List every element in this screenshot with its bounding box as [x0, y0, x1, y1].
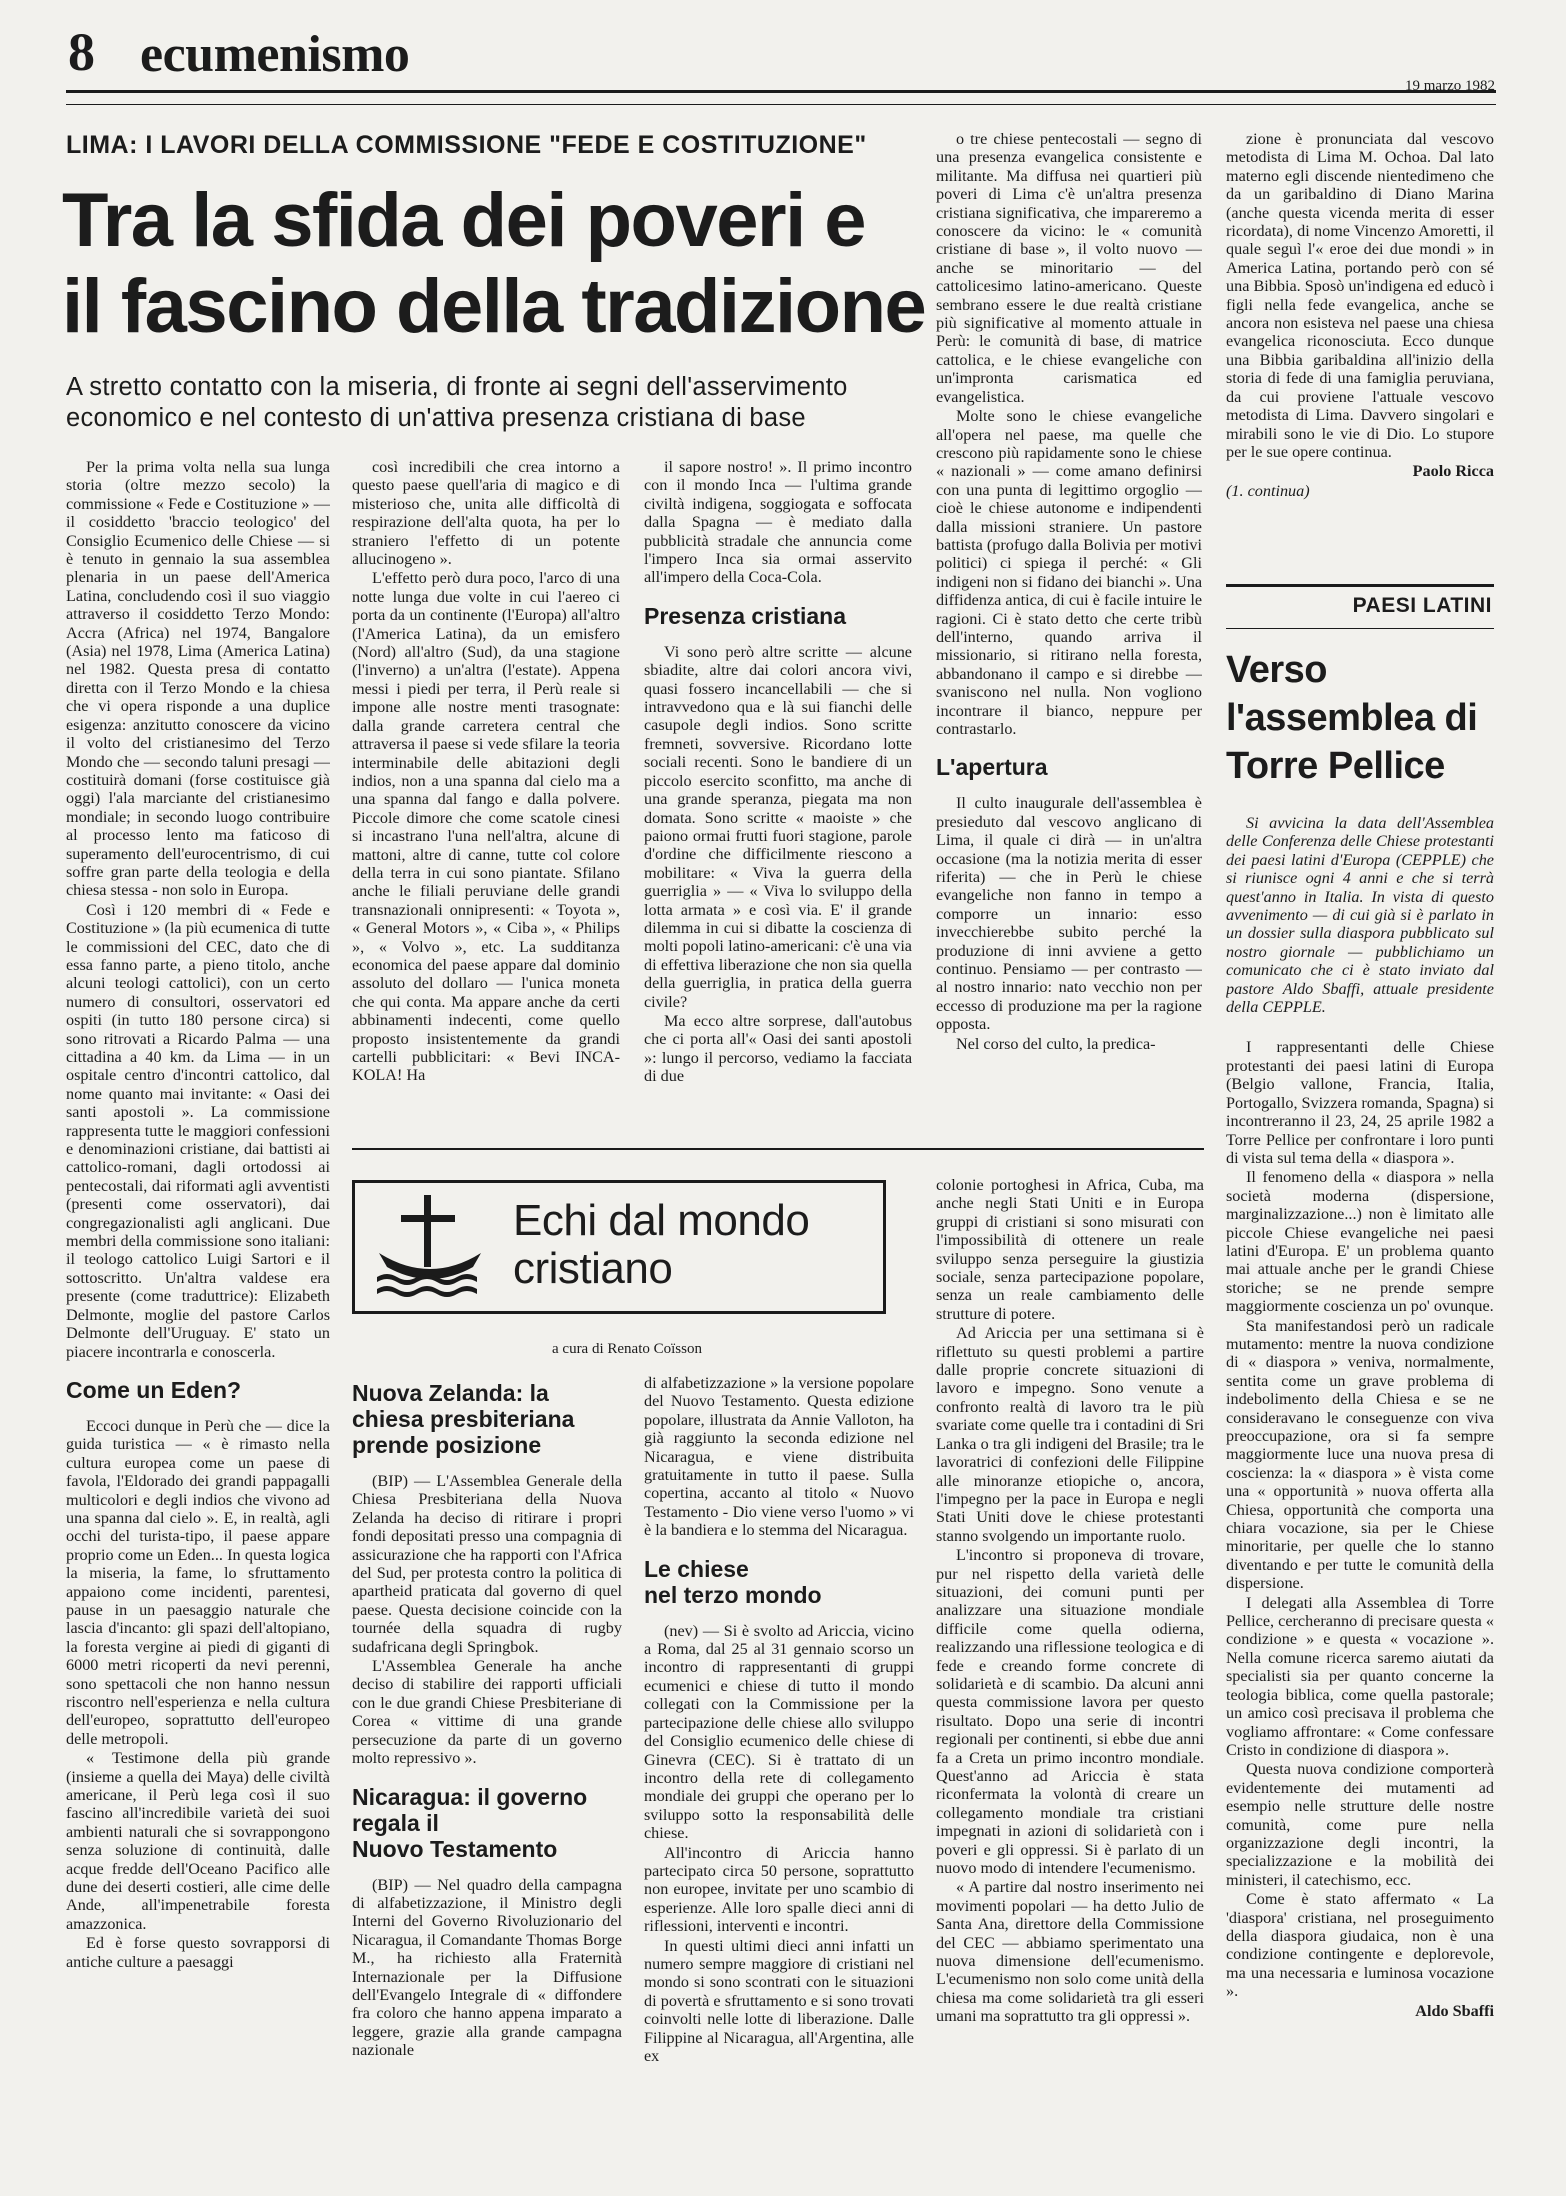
continua-note: (1. continua)	[1226, 481, 1310, 500]
sidebar-intro: Si avvicina la data dell'Assemblea delle Conferenza delle Chiese protestanti dei paesi latini d'Europa (CEPPLE) che si riunisce ogni 4 anni e che si terrà quest'anno in Italia. In vista di questo avvenimento — di cui già si è parlato in un dossier sulla diaspora pubblicato sul nostro giornale — pubblichiamo un comunicato che ci è stato inviato dal pastore Aldo Sbaffi, attuale presidente della CEPPLE.	[1226, 814, 1494, 1017]
subhead-come-un-eden: Come un Eden?	[66, 1376, 242, 1403]
sidebar-headline-2: l'assemblea di	[1226, 697, 1478, 739]
nz-headline-2: chiesa presbiteriana	[352, 1406, 575, 1432]
echi-title-2: cristiano	[513, 1244, 673, 1293]
masthead-rule-thin	[66, 104, 1496, 105]
paragraph: In questi ultimi dieci anni infatti un numero sempre maggiore di cristiani nel mondo si sono scontrati con le situazioni di povertà e sfruttamento e si sono trovati coinvolti nelle lotte di liberazione. Dalle Filippine al Nicaragua, all'Argentina, alle ex	[644, 1936, 914, 2065]
nic-headline-2: regala il	[352, 1809, 439, 1836]
echi-title-1: Echi dal mondo	[513, 1196, 810, 1245]
subhead-nuova-zelanda	[352, 1380, 622, 1458]
subhead-presenza-cristiana: Presenza cristiana	[644, 602, 847, 629]
paragraph: I delegati alla Assemblea di Torre Pellice, cercheranno di precisare questa « condizione » e questa « vocazione ». Nella comune ricerca saremo aiutati da specialisti sia per quanto concerne la teologia biblica, come quella pastorale; un amico così precisava il problema che vogliamo affrontare: « Come confessare Cristo in condizione di diaspora ».	[1226, 1593, 1494, 1759]
nic-headline-1: Nicaragua: il governo	[352, 1783, 588, 1810]
boat-cross-icon	[371, 1191, 489, 1301]
deck-line-2: economico e nel contesto di un'attiva presenza cristiana di base	[66, 404, 806, 432]
sidebar-top-rule	[1226, 584, 1494, 587]
tm-headline-2: nel terzo mondo	[644, 1581, 822, 1608]
headline-line-2: il fascino della tradizione	[62, 264, 926, 349]
sidebar-kicker-rule	[1226, 628, 1494, 629]
echi-title	[513, 1197, 809, 1293]
paragraph: Il fenomeno della « diaspora » nella società moderna (dispersione, marginalizzazione...) non è limitato alle piccole Chiese evangeliche nei paesi latini d'Europa. E' un problema quanto mai attuale anche per le grandi Chiese storiche; se ne prende sempre maggiormente coscienza un po' ovunque.	[1226, 1168, 1494, 1316]
article-kicker: LIMA: I LAVORI DELLA COMMISSIONE "FEDE E COSTITUZIONE"	[66, 131, 867, 159]
main-column-1	[66, 458, 330, 2178]
main-column-5	[1226, 130, 1494, 550]
paragraph: Sta manifestandosi però un radicale mutamento: mentre la nuova condizione di « diaspora » veniva, normalmente, sentita come un grave problema di indebolimento della Chiesa e se ne consideravano le conseguenze con viva preoccupazione, ora si fa sempre maggiormente luce una nuova presa di coscienza: la « diaspora » è vista come una « opportunità » nuova offerta alla Chiesa, opportunità che comporta una chiara vocazione, sia per le Chiese minoritarie, per quelle che lo stanno diventando e per tutte le comunità della dispersione.	[1226, 1316, 1494, 1593]
paragraph: il sapore nostro! ». Il primo incontro con il mondo Inca — l'ultima grande civiltà indigena, soggiogata e soffocata dalla Spagna — è mediato dalla pubblicità stradale che annuncia come l'impero Inca sia ormai asservito all'impero della Coca-Cola.	[644, 458, 912, 587]
paragraph: Ad Ariccia per una settimana si è riflettuto su questi problemi a partire dalle proprie concrete situazioni di lavoro e impegno. Sono venute a confronto realtà di lavoro tra le più svariate come quelle tra i contadini di Sri Lanka o tra gli indigeni del Brasile; tra le lavoratrici di confezioni delle Filippine alle minoranze etiopiche o, ancora, l'impegno per la pace in Europa e negli Stati Uniti dove le chiese protestanti stanno svolgendo un importante ruolo.	[936, 1324, 1204, 1545]
issue-date: 19 marzo 1982	[1405, 78, 1495, 94]
echi-top-rule	[352, 1148, 1204, 1150]
main-column-4	[936, 130, 1202, 1130]
paragraph: così incredibili che crea intorno a questo paese quell'aria di magico e di misterioso che, unita alle difficoltà di respirazione dell'alta quota, ha per lo straniero l'effetto di un potente allucinogeno ».	[352, 458, 620, 569]
echi-column-a	[352, 1374, 622, 2178]
paragraph: L'Assemblea Generale ha anche deciso di stabilire dei rapporti ufficiali con le due grandi Chiese Presbiteriane di Corea « vittime di una grande persecuzione da parte di un governo molto repressivo ».	[352, 1657, 622, 1768]
sidebar-headline-1: Verso	[1226, 649, 1328, 691]
nz-headline-1: Nuova Zelanda: la	[352, 1380, 549, 1406]
paragraph: (nev) — Si è svolto ad Ariccia, vicino a Roma, dal 25 al 31 gennaio scorso un incontro di rappresentanti di gruppi ecumenici e chiese di tutto il mondo collegati con la Commissione per la partecipazione delle chiese allo sviluppo del Consiglio ecumenico delle chiese di Ginevra (CEC). Si è trattato di un incontro della rete di collegamento mondiale dei gruppi che operano per lo sviluppo sotto la responsabilità delle chiese.	[644, 1621, 914, 1843]
echi-banner	[352, 1180, 886, 1314]
paragraph: I rappresentanti delle Chiese protestanti dei paesi latini di Europa (Belgio vallone, Francia, Italia, Portogallo, Svizzera romanda, Spagna) si incontreranno il 23, 24, 25 aprile 1982 a Torre Pellice per confrontare i loro punti di vista sul tema della « diaspora ».	[1226, 1038, 1494, 1167]
paragraph: Il culto inaugurale dell'assemblea è presieduto dal vescovo anglicano di Lima, il quale ci dirà — in un'altra occasione (ma la notizia merita di esser riferita) — che in Perù le chiese evangeliche non fanno in tempo a comporre un innario: esso invecchierebbe subito perché la produzione di inni avviene a getto continuo. Pensiamo — per contrasto — al nostro innario: nato vecchio non per eccesso di produzione ma per la ragione opposta.	[936, 794, 1202, 1034]
page-number: 8	[68, 22, 95, 82]
paragraph: Così i 120 membri di « Fede e Costituzione » (la più ecumenica di tutte le commissioni del CEC, dato che di essa fanno parte, a pieno titolo, anche alcuni teologi cattolici), con un certo numero di consultori, osservatori ed ospiti (in tutto 180 persone circa) si sono ritrovati a Ricardo Palma — una cittadina a 40 km. da Lima — in un ospitale centro d'incontri cattolico, dal nome quanto mai invitante: « Oasi dei santi apostoli ». La commissione rappresenta tutte le maggiori confessioni e denominazioni cristiane, dai battisti ai cattolico-romani, dagli ortodossi ai pentecostali, dai riformati agli avventisti (presenti come osservatori), dai congregazionalisti agli anglicani. Due membri della commissione sono italiani: il teologo cattolico Luigi Sartori e il sottoscritto. Un'altra valdese era presente (come traduttrice): Elizabeth Delmonte, moglie del pastore Carlos Delmonte dell'Uruguay. E' stato un piacere incontrarla e conoscerla.	[66, 900, 330, 1361]
deck-line-1: A stretto contatto con la miseria, di fronte ai segni dell'asservimento	[66, 373, 848, 401]
nz-headline-3: prende posizione	[352, 1432, 542, 1458]
main-column-3	[644, 458, 912, 1130]
tm-headline-1: Le chiese	[644, 1555, 749, 1582]
paragraph: L'effetto però dura poco, l'arco di una notte lunga due volte in cui l'aereo ci porta da un continente (l'Europa) all'altro (l'America Latina), da un emisfero (Nord) all'altro (Sud), da una stagione (l'inverno) a un'altra (l'estate). Appena messi i piedi per terra, il Perù reale si impone alle nostre menti trasognate: dalla grande carretera central che attraversa il paese si vede sfilare la teoria interminabile delle abitazioni degli indios, non a una spanna dal cielo ma a una spanna dal fango e dalla polvere. Piccole dimore che come scatole cinesi si incastrano l'una nell'altra, alcune di mattoni, altre di canne, tutte col colore della terra in cui sono piantate. Sfilano anche le filiali peruviane delle grandi transnazionali onnipresenti: « Toyota », « General Motors », « Ciba », « Philips », « Volvo », etc. La sudditanza economica del paese appare dal dominio assoluto del dollaro — l'unica moneta che qui conta. Ma appare anche da certi abbinamenti indecenti, come quello proposto insistentemente da grandi cartelli pubblicitari: « Bevi INCA-KOLA! Ha	[352, 569, 620, 1085]
subhead-apertura: L'apertura	[936, 754, 1048, 781]
echi-curator: a cura di Renato Coïsson	[552, 1341, 702, 1357]
article-headline	[62, 178, 925, 350]
paragraph: o tre chiese pentecostali — segno di una presenza evangelica consistente e militante. Ma diffusa nei quartieri più poveri di Lima c'è un'altra presenza cristiana significativa, che impareremo a conoscere da vicino: le « comunità cristiane di base », il volto nuovo — anche se minoritario — del cattolicesimo latino-americano. Queste sembrano essere le due realtà cristiane più significative al momento attuale in Perù: le comunità di base, di matrice cattolica, e le chiese evangeliche con un'impronta carismatica ed evangelistica.	[936, 130, 1202, 406]
paragraph: Ed è forse questo sovrapporsi di antiche culture a paesaggi	[66, 1934, 330, 1971]
paragraph: Questa nuova condizione comporterà evidentemente dei mutamenti ad esempio nelle strutture delle nostre comunità, come pure nella organizzazione degli incontri, la specializzazione e la mobilità dei ministeri, il catechismo, ecc.	[1226, 1760, 1494, 1889]
echi-column-c	[936, 1176, 1204, 2178]
subhead-terzo-mondo	[644, 1556, 914, 1608]
paragraph: Nel corso del culto, la predica-	[956, 1034, 1156, 1053]
paragraph: L'incontro si proponeva di trovare, pur nel rispetto della varietà delle situazioni, dei comuni punti per analizzare una situazione mondiale difficile come quella odierna, realizzando una riflessione teologica e di fede e creando forme concrete di solidarietà e di scambio. Da alcuni anni questa commissione lavora per questo risultato. Dopo una serie di incontri regionali per continenti, si ebbe due anni fa a Creta un primo incontro mondiale. Quest'anno ad Ariccia è stata riconfermata la volontà di creare un collegamento mondiale tra cristiani impegnati in azioni di solidarietà con i poveri e gli oppressi. Si è parlato di un nuovo modo di intendere l'ecumenismo.	[936, 1546, 1204, 1878]
paragraph: Vi sono però altre scritte — alcune sbiadite, altre dai colori ancora vivi, quasi fossero incancellabili — che si intravvedono qua e là sui fianchi delle casupole degli indios. Sono scritte fremneti, sovversive. Ricordano lotte sociali recenti. Sono le bandiere di un piccolo esercito sconfitto, ma anche di una grande speranza, piegata ma non domata. Sono scritte « maoiste » che paiono ormai frutti fuori stagione, parole d'ordine che difficilmente riescono a mobilitare: « Viva la guerra della guerriglia » — « Viva lo sviluppo della lotta armata » e così via. E' il grande dilemma in cui si dibatte la coscienza di molti popoli latino-americani: c'è una via di effettiva liberazione che non sia quella della guerriglia, in pratica della guerra civile?	[644, 642, 912, 1011]
paragraph: « A partire dal nostro inserimento nei movimenti popolari — ha detto Julio de Santa Ana, direttore della Commissione del CEC — abbiamo sperimentato una nuova dimensione dell'ecumenismo. L'ecumenismo non solo come unità della chiesa ma come solidarietà tra gli esseri umani ma soprattutto tra gli oppressi ».	[936, 1878, 1204, 2026]
paragraph: Molte sono le chiese evangeliche all'opera nel paese, ma quelle che crescono più rapidamente sono le chiese « nazionali » — come amano definirsi con una punta di legittimo orgoglio — cioè le chiese autonome e indipendenti dalla missioni straniere. Un pastore battista (profugo dalla Bolivia per motivi politici) ci spiega il perché: « Gli indigeni non si fidano dei bianchi ». Una diffidenza antica, di cui è facile intuire le ragioni. Ci è stato detto che certe tribù dell'interno, quando arriva il missionario, si ritirano nella foresta, abbandonano il campo e si direbbe — svaniscono nel nulla. Non vogliono incontrare il bianco, neppure per contrastarlo.	[936, 407, 1202, 738]
paragraph: Ma ecco altre sorprese, dall'autobus che ci porta all'« Oasi dei santi apostoli »: lungo il percorso, vediamo la facciata di due	[644, 1011, 912, 1086]
sidebar-headline-3: Torre Pellice	[1226, 745, 1445, 787]
echi-column-b	[644, 1374, 914, 2178]
paragraph: All'incontro di Ariccia hanno partecipato circa 50 persone, soprattutto non europee, invitate per uno scambio di esperienze. Alle loro spalle dieci anni di riflessioni, interventi e incontri.	[644, 1843, 914, 1936]
paragraph: di alfabetizzazione » la versione popolare del Nuovo Testamento. Questa edizione popolare, illustrata da Annie Valloton, ha già raggiunto la seconda edizione nel Nicaragua, e viene distribuita gratuitamente in tutto il paese. Sulla copertina, accanto al titolo « Nuovo Testamento - Dio viene verso l'uomo » vi è la bandiera e lo stemma del Nicaragua.	[644, 1374, 914, 1540]
nic-headline-3: Nuovo Testamento	[352, 1835, 558, 1862]
headline-line-1: Tra la sfida dei poveri e	[62, 178, 866, 263]
paragraph: (BIP) — Nel quadro della campagna di alfabetizzazione, il Ministro degli Interni del Governo Rivoluzionario del Nicaragua, il Comandante Thomas Borge M., ha richiesto alla Fraternità Internazionale per la Diffusione dell'Evangelo Integrale di « diffondere fra coloro che hanno appena imparato a leggere, grazie alla grande campagna nazionale	[352, 1875, 622, 2060]
paragraph: zione è pronunciata dal vescovo metodista di Lima M. Ochoa. Dal lato materno egli discende nientedimeno che da un garibaldino di Diano Marina (anche questa vicenda merita di esser ricordata), di nome Vincenzo Amoretti, il quale seguì l'« eroe dei due mondi » in America Latina, portando però con sé una Bibbia. Sposò un'indigena ed educò i figli nella fede evangelica, anche se ancora non esisteva nel paese una chiesa evangelica riconosciuta. Ecco dunque una Bibbia garibaldina all'inizio della storia di fede di una famiglia peruviana, da cui proviene l'attuale vescovo metodista di Lima. Davvero singolari e mirabili sono le vie di Dio. Lo stupore per le sue opere continua.	[1226, 130, 1494, 461]
paragraph: (BIP) — L'Assemblea Generale della Chiesa Presbiteriana della Nuova Zelanda ha deciso di ritirare i propri fondi depositati presso una compagnia di assicurazione che ha rapporti con l'Africa del Sud, per protesta contro la politica di apartheid praticata dal governo di quel paese. Questa decisione coincide con la tournée della squadra di rugby sudafricana degli Springbok.	[352, 1472, 622, 1656]
main-column-2	[352, 458, 620, 1130]
paragraph: colonie portoghesi in Africa, Cuba, ma anche negli Stati Uniti e in Europa gruppi di cristiani si sono misurati con l'impossibilità di ottenere un reale sviluppo senza perseguire la giustizia sociale, senza partecipazione popolare, senza un reale cambiamento delle strutture di potere.	[936, 1176, 1204, 1323]
paragraph: Eccoci dunque in Perù che — dice la guida turistica — « è rimasto nella cultura europea come un paese di favola, l'Eldorado dei grandi pappagalli multicolori e degli indios che vivono ad una spanna dal cielo ». E, in realtà, agli occhi del turista-tipo, il paese appare proprio come un Eden... In questa logica la miseria, la fame, lo sfruttamento appaiono come incidenti, parentesi, pause in un paesaggio naturale che lascia d'incanto: gli spazi dell'altopiano, la foresta vergine ai piedi di giganti di 6000 metri ricoperti da nevi perenni, sono spettacoli che non hanno nessun riscontro nell'esperienza e nella cultura dell'europeo, soprattutto dell'europeo delle metropoli.	[66, 1416, 330, 1748]
paragraph: « Testimone della più grande (insieme a quella dei Maya) delle civiltà americane, il Perù lega così il suo fascino all'incredibile varietà dei suoi ambienti naturali che si sovrappongono senza soluzione di continuità, dalle acque fredde dell'Oceano Pacifico alle dune dei deserti costieri, alle cime delle Ande, all'impenetrabile foresta amazzonica.	[66, 1749, 330, 1933]
subhead-nicaragua	[352, 1784, 622, 1862]
sidebar-kicker: PAESI LATINI	[1352, 594, 1492, 617]
paragraph: Come è stato affermato « La 'diaspora' cristiana, nel proseguimento della diaspora giudaica, non è una condizione contingente e deplorevole, ma una necessaria e luminosa vocazione ».	[1226, 1890, 1494, 2001]
sidebar-headline	[1226, 646, 1477, 790]
sidebar-body	[1226, 814, 1494, 2132]
article-deck	[66, 372, 916, 434]
byline-sbaffi: Aldo Sbaffi	[1415, 2001, 1494, 2020]
paragraph: Per la prima volta nella sua lunga storia (oltre mezzo secolo) la commissione « Fede e Costituzione » — il cosiddetto 'braccio teologico' del Consiglio Ecumenico delle Chiese — si è tenuto in gennaio la sua assemblea plenaria in un paese dell'America Latina, concludendo così il suo viaggio attraverso il cosiddetto Terzo Mondo: Accra (Africa) nel 1974, Bangalore (Asia) nel 1978, Lima (America Latina) nel 1982. Questa presa di contatto diretta con il Terzo Mondo e la chiesa che vi opera risponde a una duplice esigenza: anzitutto conoscere da vicino il volto del cristianesimo del Terzo Mondo che — secondo taluni presagi — costituirà domani (forse costituisce già oggi) l'ala marciante del cristianesimo mondiale; in secondo luogo contribuire al processo lento ma faticoso di superamento dell'eurocentrismo, di cui soffre gran parte della teologia e della chiesa stessa - non solo in Europa.	[66, 458, 330, 900]
section-title: ecumenismo	[140, 26, 410, 83]
byline-ricca: Paolo Ricca	[1412, 462, 1494, 481]
masthead-rule	[66, 90, 1496, 93]
